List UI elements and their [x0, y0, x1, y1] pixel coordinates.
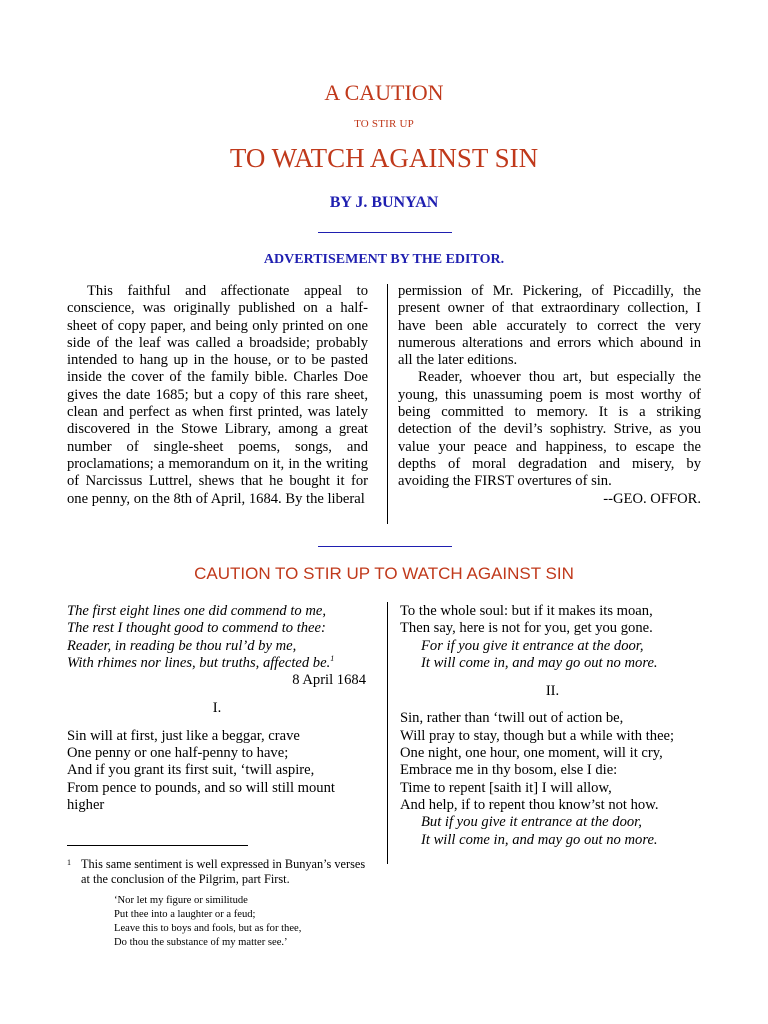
poem-refrain-line: It will come in, and may go out no more. [421, 654, 658, 671]
poem-line: Time to repent [saith it] I will allow, [400, 779, 612, 796]
poem-line: The first eight lines one did commend to me, [67, 603, 327, 619]
quote-line: Do thou the substance of my matter see.’ [114, 937, 288, 948]
column-divider [387, 602, 388, 864]
footnote-text: This same sentiment is well expressed in Bunyan’s verses at the conclusion of the Pilgrim, part First. [81, 857, 366, 886]
poem-line: The rest I thought good to commend to thee: [67, 620, 326, 637]
poem-line: To the whole soul: but if it makes its moan, [400, 603, 653, 619]
poem-line: And if you grant its first suit, ‘twill aspire, [67, 762, 315, 779]
poem-line: Reader, in reading be thou rul’d by me, [67, 637, 297, 654]
editor-signature: --GEO. OFFOR. [603, 490, 701, 507]
poem-line: Sin, rather than ‘twill out of action be, [400, 710, 624, 727]
advertisement-right-column [398, 283, 701, 508]
poem-line [67, 655, 367, 672]
footnote-mark: 1 [67, 858, 71, 867]
poem-line: higher [67, 796, 105, 813]
poem-refrain-line: But if you give it entrance at the door, [421, 814, 642, 831]
column-divider [387, 284, 388, 524]
footnote-rule [67, 845, 248, 846]
footnote-quote [114, 894, 301, 950]
quote-line: Leave this to boys and fools, but as for thee, [114, 923, 302, 934]
page-title: TO WATCH AGAINST SIN [229, 143, 539, 173]
advertisement-left-column [67, 283, 368, 508]
poem-line: Embrace me in thy bosom, else I die: [400, 762, 618, 779]
divider-rule [318, 232, 452, 233]
title-a-caution: A CAUTION [324, 80, 444, 105]
advertisement-paragraph: Reader, whoever thou art, but especially the young, this unassuming poem is most worthy of being committed to memory. It is a striking detection of the devil’s sophistry. Strive, as you value your peace and happiness, to escape the depths of moral degradation and misery, by avoiding the FIRST overtures of sin. [398, 369, 701, 490]
poem-left-column [67, 603, 367, 814]
poem-line: Sin will at first, just like a beggar, crave [67, 727, 300, 744]
quote-line: ‘Nor let my figure or similitude [114, 895, 248, 906]
author-byline: BY J. BUNYAN [329, 194, 439, 211]
poem-line: And help, if to repent thou know’st not how. [400, 796, 659, 813]
advertisement-heading: ADVERTISEMENT BY THE EDITOR. [263, 252, 505, 267]
stanza-numeral: I. [212, 700, 222, 717]
poem-date: 8 April 1684 [292, 672, 366, 689]
poem-refrain-line: For if you give it entrance at the door, [421, 637, 644, 654]
poem-line: Then say, here is not for you, get you gone. [400, 620, 653, 637]
advertisement-paragraph: permission of Mr. Pickering, of Piccadilly, the present owner of that extraordinary collection, I have been able accurately to correct the very numerous alterations and errors which abound in all the later editions. [398, 283, 701, 369]
poem-right-column [400, 603, 705, 849]
stanza-numeral: II. [545, 683, 560, 700]
poem-line: Will pray to stay, though but a while with thee; [400, 727, 675, 744]
poem-line: One penny or one half-penny to have; [67, 745, 289, 762]
poem-heading: CAUTION TO STIR UP TO WATCH AGAINST SIN [194, 564, 574, 583]
poem-line: One night, one hour, one moment, will it cry, [400, 745, 663, 762]
advertisement-paragraph: This faithful and affectionate appeal to conscience, was originally published on a half-sheet of copy paper, and being only printed on one side of the leaf was called a broadside; probably intended to hang up in the house, or to be pasted inside the cover of the family bible. Charles Doe gives the date 1685; but a copy of this rare sheet, clean and perfect as when first printed, was lately discovered in the Stowe Library, among a great number of single-sheet poems, songs, and proclamations; a memorandum on it, in the writing of Narcissus Luttrel, shews that he bought it for one penny, on the 8th of April, 1684. By the liberal [67, 283, 368, 507]
title-to-stir-up: TO STIR UP [354, 118, 414, 130]
footnote [67, 857, 367, 887]
poem-line-text: With rhimes nor lines, but truths, affected be. [67, 654, 331, 671]
poem-refrain-line: It will come in, and may go out no more. [421, 831, 658, 848]
poem-line: From pence to pounds, and so will still mount [67, 779, 335, 796]
footnote-reference[interactable]: 1 [330, 653, 335, 663]
quote-line: Put thee into a laughter or a feud; [114, 909, 256, 920]
divider-rule [318, 546, 452, 547]
